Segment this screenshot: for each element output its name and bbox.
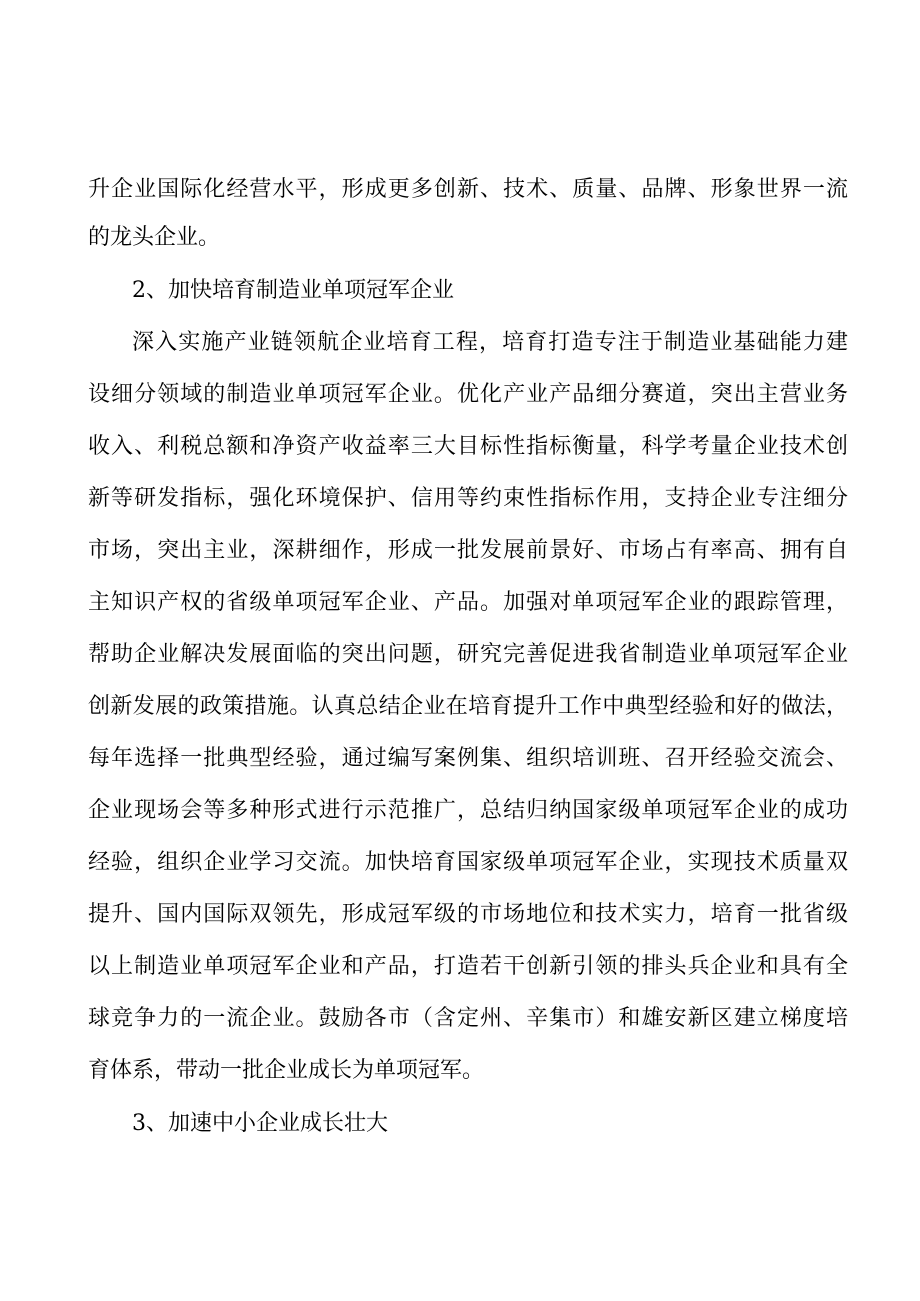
paragraph-line: 球竞争力的一流企业。鼓励各市（含定州、辛集市）和雄安新区建立梯度培 [88,1006,848,1031]
paragraph-line: 的龙头企业。 [88,225,221,250]
paragraph-line: 新等研发指标，强化环境保护、信用等约束性指标作用，支持企业专注细分 [88,486,848,511]
paragraph-line: 收入、利税总额和净资产收益率三大目标性指标衡量，科学考量企业技术创 [88,434,848,459]
paragraph-line: 每年选择一批典型经验，通过编写案例集、组织培训班、召开经验交流会、 [88,746,848,771]
paragraph-line: 提升、国内国际双领先，形成冠军级的市场地位和技术实力，培育一批省级 [88,902,848,927]
paragraph-line: 创新发展的政策措施。认真总结企业在培育提升工作中典型经验和好的做法， [88,694,848,719]
paragraph-line: 以上制造业单项冠军企业和产品，打造若干创新引领的排头兵企业和具有全 [88,954,848,979]
paragraph-line: 深入实施产业链领航企业培育工程，培育打造专注于制造业基础能力建 [132,330,848,355]
section-heading: 3、加速中小企业成长壮大 [132,1111,388,1136]
paragraph-line: 市场，突出主业，深耕细作，形成一批发展前景好、市场占有率高、拥有自 [88,538,848,563]
paragraph-line: 育体系，带动一批企业成长为单项冠军。 [88,1058,485,1083]
paragraph-line: 帮助企业解决发展面临的突出问题，研究完善促进我省制造业单项冠军企业 [88,642,848,667]
paragraph-line: 企业现场会等多种形式进行示范推广，总结归纳国家级单项冠军企业的成功 [88,798,848,823]
paragraph-line: 经验，组织企业学习交流。加快培育国家级单项冠军企业，实现技术质量双 [88,850,848,875]
paragraph-line: 升企业国际化经营水平，形成更多创新、技术、质量、品牌、形象世界一流 [88,177,848,202]
section-heading: 2、加快培育制造业单项冠军企业 [132,278,454,303]
paragraph-line: 设细分领域的制造业单项冠军企业。优化产业产品细分赛道，突出主营业务 [88,382,848,407]
paragraph-line: 主知识产权的省级单项冠军企业、产品。加强对单项冠军企业的跟踪管理， [88,590,848,615]
